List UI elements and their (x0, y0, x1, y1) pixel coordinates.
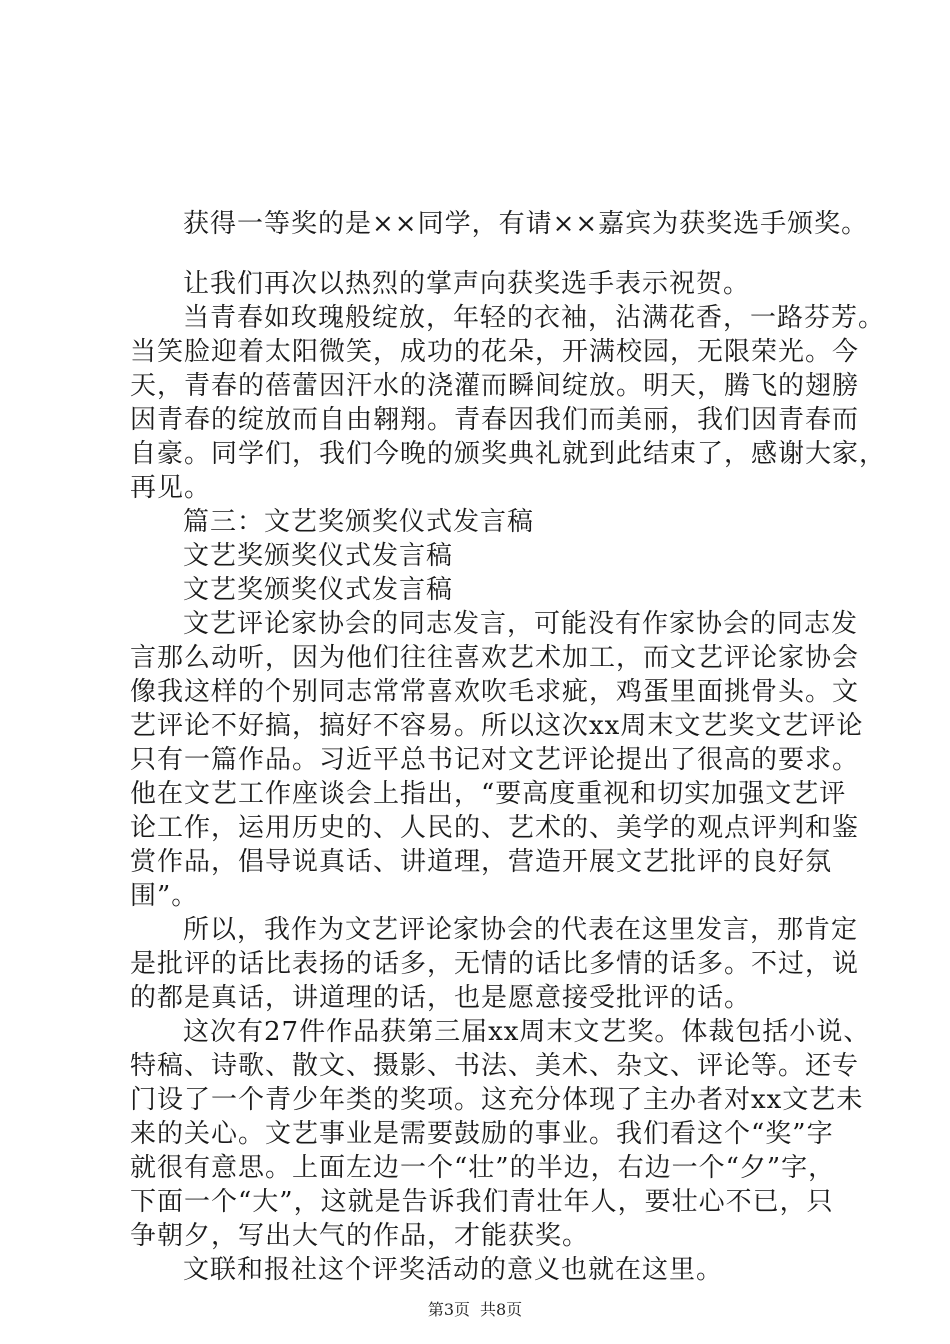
paragraph-line: 特稿、诗歌、散文、摄影、书法、美术、杂文、评论等。还专 (130, 1051, 860, 1081)
paragraph-line: 的都是真话，讲道理的话，也是愿意接受批评的话。 (130, 983, 752, 1013)
paragraph-line: 因青春的绽放而自由翱翔。青春因我们而美丽，我们因青春而 (130, 405, 860, 435)
page-total: 共8页 (480, 1300, 523, 1319)
paragraph-line: 围”。 (130, 881, 199, 911)
paragraph-line: 他在文艺工作座谈会上指出，“要高度重视和切实加强文艺评 (130, 779, 847, 809)
paragraph-line: 所以，我作为文艺评论家协会的代表在这里发言，那肯定 (183, 915, 859, 945)
page-number: 第3页 (427, 1300, 470, 1319)
paragraph-line: 当青春如玫瑰般绽放，年轻的衣袖，沾满花香，一路芬芳。 (183, 303, 886, 333)
paragraph-line: 门设了一个青少年类的奖项。这充分体现了主办者对xx文艺未 (130, 1085, 864, 1115)
page-footer (0, 1300, 950, 1320)
paragraph-line: 下面一个“大”，这就是告诉我们青壮年人，要壮心不已，只 (130, 1187, 834, 1217)
paragraph-line: 天，青春的蓓蕾因汗水的浇灌而瞬间绽放。明天，腾飞的翅膀 (130, 371, 860, 401)
section-title: 文艺奖颁奖仪式发言稿 (183, 575, 454, 605)
paragraph-line: 艺评论不好搞，搞好不容易。所以这次xx周末文艺奖文艺评论 (130, 711, 864, 741)
paragraph-line: 获得一等奖的是××同学，有请××嘉宾为获奖选手颁奖。 (183, 209, 869, 239)
paragraph-line: 来的关心。文艺事业是需要鼓励的事业。我们看这个“奖”字 (130, 1119, 834, 1149)
paragraph-line: 文联和报社这个评奖活动的意义也就在这里。 (183, 1255, 724, 1285)
paragraph-line: 争朝夕，写出大气的作品，才能获奖。 (130, 1221, 590, 1251)
paragraph-line: 只有一篇作品。习近平总书记对文艺评论提出了很高的要求。 (130, 745, 860, 775)
paragraph-line: 是批评的话比表扬的话多，无情的话比多情的话多。不过，说 (130, 949, 860, 979)
paragraph-line: 当笑脸迎着太阳微笑，成功的花朵，开满校园，无限荣光。今 (130, 337, 860, 367)
paragraph-line: 文艺评论家协会的同志发言，可能没有作家协会的同志发 (183, 609, 859, 639)
paragraph-line: 自豪。同学们，我们今晚的颁奖典礼就到此结束了，感谢大家， (130, 439, 887, 469)
paragraph-line: 赏作品，倡导说真话、讲道理，营造开展文艺批评的良好氛 (130, 847, 833, 877)
section-title: 文艺奖颁奖仪式发言稿 (183, 541, 454, 571)
paragraph-line: 就很有意思。上面左边一个“壮”的半边，右边一个“夕”字， (130, 1153, 836, 1183)
paragraph-line: 言那么动听，因为他们往往喜欢艺术加工，而文艺评论家协会 (130, 643, 860, 673)
paragraph-line: 论工作，运用历史的、人民的、艺术的、美学的观点评判和鉴 (130, 813, 860, 843)
section-heading: 篇三：文艺奖颁奖仪式发言稿 (183, 507, 535, 537)
paragraph-line: 让我们再次以热烈的掌声向获奖选手表示祝贺。 (183, 269, 751, 299)
paragraph-line: 再见。 (130, 473, 212, 503)
paragraph-line: 这次有27件作品获第三届xx周末文艺奖。体裁包括小说、 (183, 1017, 871, 1047)
paragraph-line: 像我这样的个别同志常常喜欢吹毛求疵，鸡蛋里面挑骨头。文 (130, 677, 860, 707)
